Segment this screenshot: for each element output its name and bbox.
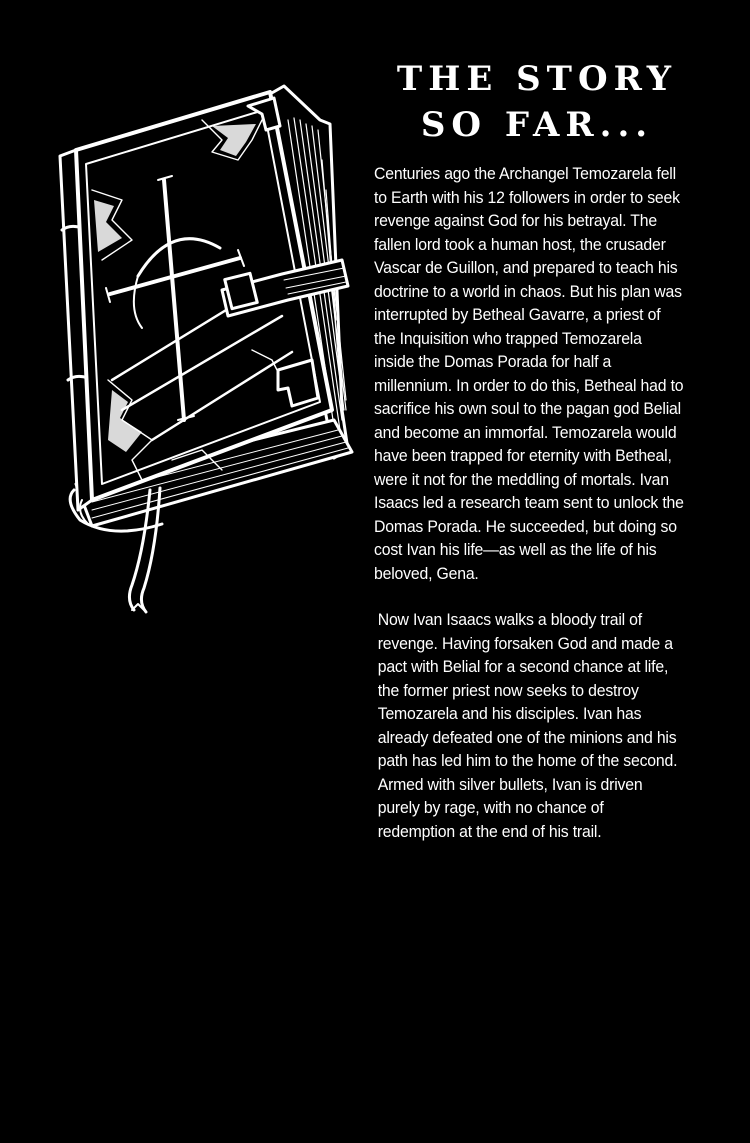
story-paragraph-2: Now Ivan Isaacs walks a bloody trail of revenge. Having forsaken God and made a pact with Belial for a second chance at life, the former priest now seeks to destroy Temozarela and his disciples. Ivan has already defeated one of the minions and his path has led him to the home of the second. Armed with silver bullets, Ivan is driven purely by rage, with no chance of redemption at the end of his trail.	[377, 610, 678, 841]
story-paragraph-1: Centuries ago the Archangel Temozarela fell to Earth with his 12 followers in order to seek revenge against God for his betrayal. The fallen lord took a human host, the crusader Vascar de Guillon, and prepared to teach his doctrine to a world in chaos. But his plan was interrupted by Betheal Gavarre, a priest of the Inquisition who trapped Temozarela inside the Domas Porada for half a millennium. In order to do this, Betheal had to sacrifice his own soul to the pagan god Belial and become an immorfal. Temozarela would have been trapped for eternity with Betheal, were it not for the meddling of mortals. Ivan Isaacs led a research team sent to unlock the Domas Porada. He succeeded, but doing so cost Ivan his life—as well as the life of his beloved, Gena.	[374, 164, 684, 583]
story-text	[374, 162, 685, 843]
book-icon	[52, 80, 362, 615]
title-line-2: SO FAR...	[420, 105, 654, 145]
title-line-1: THE STORY	[396, 59, 678, 99]
page-title	[372, 56, 702, 148]
